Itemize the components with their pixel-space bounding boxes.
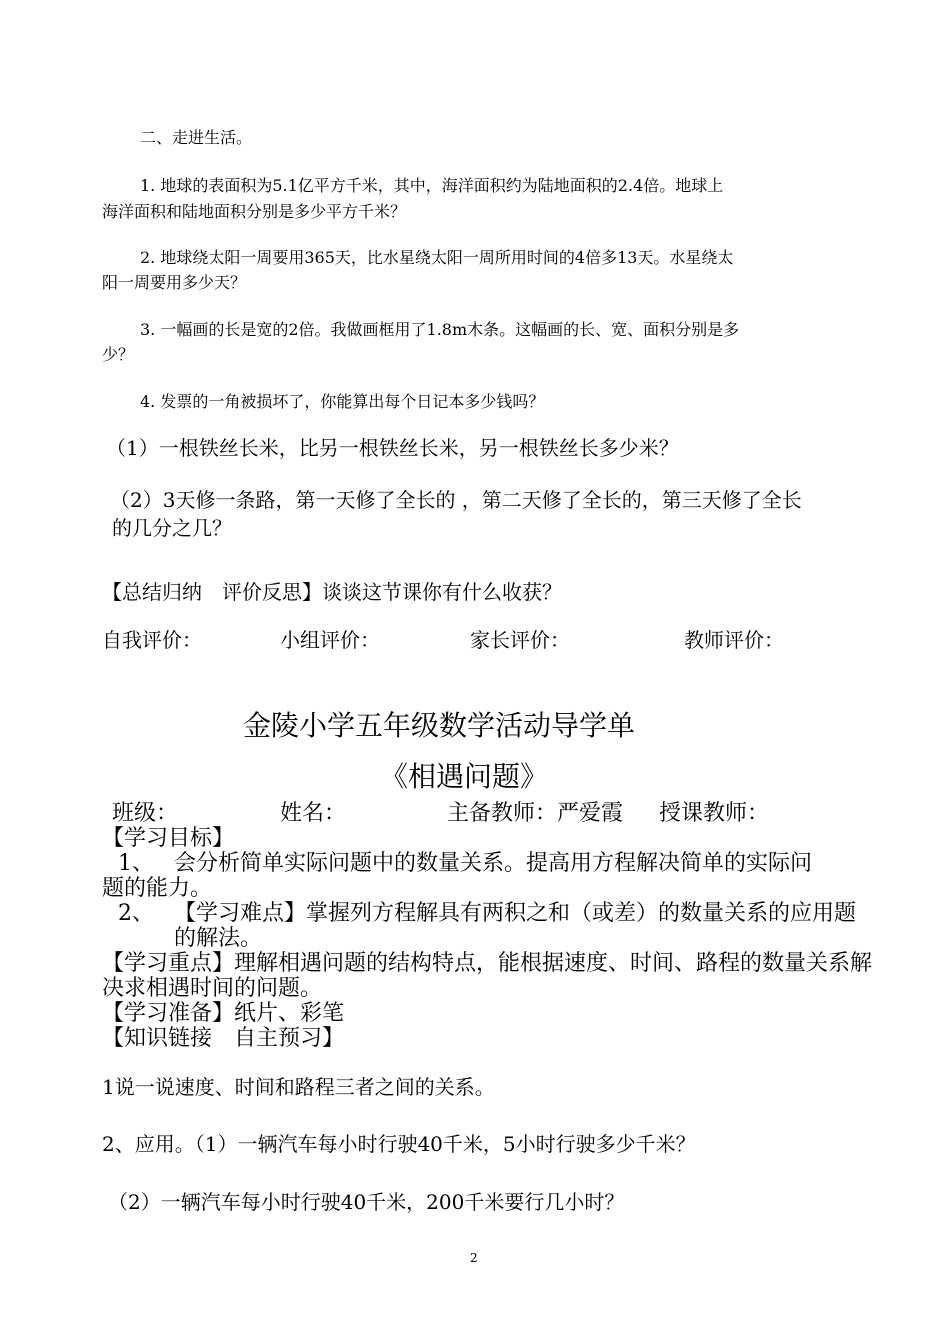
learning-goal-heading: 【学习目标】 (102, 826, 235, 851)
goal-1-number: 1、 (118, 851, 154, 876)
class-label: 班级： (112, 801, 179, 826)
goal-2-line-2: 的解法。 (174, 926, 263, 951)
problem-2-line-1: （2）3天修一条路，第一天修了全长的 ，第二天修了全长的，第三天修了全长 (110, 488, 802, 512)
question-1-line-2: 海洋面积和陆地面积分别是多少平方千米？ (102, 202, 407, 221)
goal-2-line-1: 【学习难点】掌握列方程解具有两积之和（或差）的数量关系的应用题 (174, 901, 857, 926)
question-2-line-2: 阳一周要用多少天？ (102, 273, 247, 292)
question-2-line-1: 2. 地球绕太阳一周要用365天，比水星绕太阳一周所用时间的4倍多13天。水星绕太 (140, 248, 734, 267)
question-1-line-1: 1. 地球的表面积为5.1亿平方千米，其中，海洋面积约为陆地面积的2.4倍。地球上 (140, 176, 724, 195)
self-evaluation-label: 自我评价： (102, 628, 202, 652)
preview-item-3: （2）一辆汽车每小时行驶40千米，200千米要行几小时？ (108, 1190, 625, 1214)
name-label: 姓名： (280, 801, 347, 826)
lead-teacher-label: 主备教师：严爱霞 (447, 801, 624, 826)
group-evaluation-label: 小组评价： (280, 628, 380, 652)
goal-2-number: 2、 (118, 901, 154, 926)
key-point-line-2: 决求相遇时间的问题。 (102, 976, 323, 1001)
section-heading: 二、走进生活。 (140, 128, 253, 147)
question-4: 4. 发票的一角被损坏了，你能算出每个日记本多少钱吗？ (140, 392, 545, 411)
knowledge-link-heading: 【知识链接 自主预习】 (102, 1026, 345, 1051)
sheet-title: 金陵小学五年级数学活动导学单 (243, 709, 636, 742)
key-point-line-1: 【学习重点】理解相遇问题的结构特点，能根据速度、时间、路程的数量关系解 (102, 951, 873, 976)
preview-item-1: 1说一说速度、时间和路程三者之间的关系。 (102, 1075, 495, 1099)
preparation-line: 【学习准备】纸片、彩笔 (102, 1001, 345, 1026)
problem-2-line-2: 的几分之几？ (112, 516, 232, 540)
goal-1-line-2: 题的能力。 (102, 876, 213, 901)
question-3-line-1: 3. 一幅画的长是宽的2倍。我做画框用了1.8m木条。这幅画的长、宽、面积分别是多 (140, 320, 740, 339)
preview-item-2: 2、应用。（1）一辆汽车每小时行驶40千米，5小时行驶多少千米？ (102, 1132, 696, 1156)
sheet-subtitle: 《相遇问题》 (380, 760, 549, 793)
parent-evaluation-label: 家长评价： (470, 628, 570, 652)
teacher-evaluation-label: 教师评价： (684, 628, 784, 652)
problem-1: （1）一根铁丝长米，比另一根铁丝长米，另一根铁丝长多少米？ (106, 436, 679, 460)
goal-1-line-1: 会分析简单实际问题中的数量关系。提高用方程解决简单的实际问 (174, 851, 813, 876)
page-number: 2 (470, 1251, 478, 1265)
summary-prompt: 【总结归纳 评价反思】谈谈这节课你有什么收获？ (102, 580, 562, 604)
teaching-teacher-label: 授课教师： (659, 801, 770, 826)
question-3-line-2: 少？ (102, 345, 135, 364)
